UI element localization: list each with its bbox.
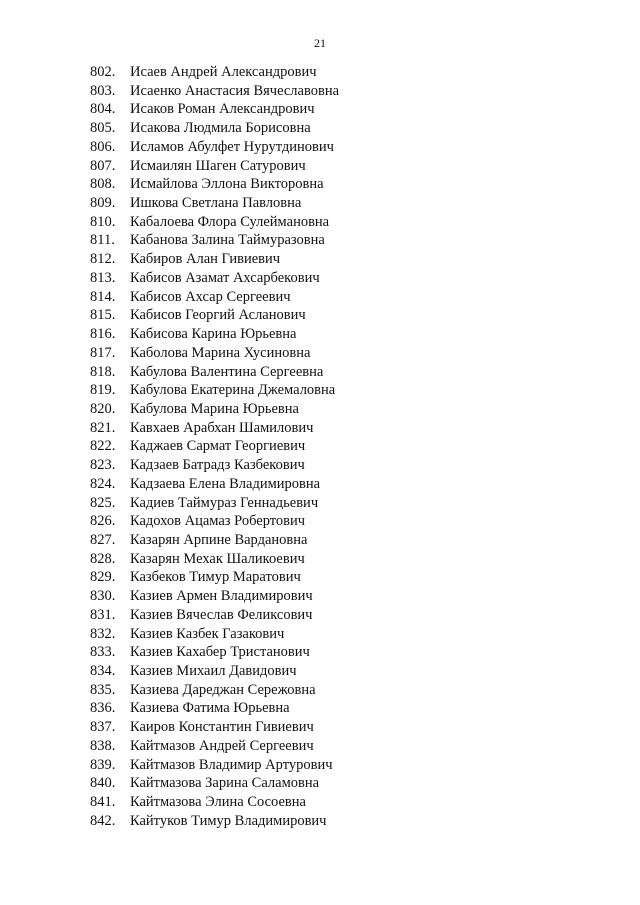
list-item <box>90 419 339 438</box>
page-number: 21 <box>314 36 326 50</box>
entry-number: 807. <box>90 157 116 174</box>
entry-number: 840. <box>90 775 116 792</box>
entry-name: Казарян Мехак Шаликоевич <box>130 550 305 567</box>
list-item <box>90 793 339 812</box>
list-item <box>90 157 339 176</box>
entry-name: Кайтуков Тимур Владимирович <box>130 812 327 829</box>
entry-number: 813. <box>90 269 116 286</box>
entry-number: 841. <box>90 794 116 811</box>
entry-name: Казиев Кахабер Тристанович <box>130 644 310 661</box>
entry-number: 822. <box>90 438 116 455</box>
entry-number: 825. <box>90 494 116 511</box>
entry-name: Казарян Арпине Вардановна <box>130 531 308 548</box>
list-item <box>90 774 339 793</box>
entry-number: 812. <box>90 251 116 268</box>
list-item <box>90 550 339 569</box>
entry-name: Кабиров Алан Гивиевич <box>130 251 281 268</box>
list-item <box>90 363 339 382</box>
entry-number: 802. <box>90 64 116 80</box>
name-list <box>90 63 339 830</box>
entry-name: Казиев Вячеслав Феликсович <box>130 606 313 623</box>
entry-number: 815. <box>90 307 116 324</box>
list-item <box>90 82 339 101</box>
list-item <box>90 662 339 681</box>
entry-name: Казиев Михаил Давидович <box>130 663 297 679</box>
list-item <box>90 231 339 250</box>
entry-name: Казиева Фатима Юрьевна <box>130 700 290 717</box>
list-item <box>90 681 339 700</box>
entry-number: 819. <box>90 382 116 399</box>
list-item <box>90 138 339 157</box>
entry-name: Кайтмазов Владимир Артурович <box>130 756 333 773</box>
entry-number: 824. <box>90 475 116 492</box>
entry-number: 835. <box>90 681 116 698</box>
list-item <box>90 475 339 494</box>
entry-number: 816. <box>90 326 116 343</box>
list-item <box>90 269 339 288</box>
list-item <box>90 250 339 269</box>
list-item <box>90 325 339 344</box>
entry-name: Исмаилян Шаген Сатурович <box>130 157 306 174</box>
entry-name: Кабисов Азамат Ахсарбекович <box>130 269 320 286</box>
entry-number: 803. <box>90 82 116 99</box>
list-item <box>90 194 339 213</box>
entry-name: Кабисов Ахсар Сергеевич <box>130 288 291 305</box>
entry-name: Исаев Андрей Александрович <box>130 64 317 80</box>
entry-name: Ишкова Светлана Павловна <box>130 195 302 212</box>
entry-number: 820. <box>90 400 116 417</box>
list-item <box>90 100 339 119</box>
entry-number: 831. <box>90 606 116 623</box>
list-item <box>90 587 339 606</box>
entry-number: 823. <box>90 457 116 474</box>
entry-name: Каболова Марина Хусиновна <box>130 344 311 361</box>
list-item <box>90 494 339 513</box>
list-item <box>90 756 339 775</box>
entry-name: Казиев Казбек Газакович <box>130 625 285 642</box>
list-item <box>90 737 339 756</box>
list-item <box>90 213 339 232</box>
list-item <box>90 456 339 475</box>
entry-name: Кадиев Таймураз Геннадьевич <box>130 494 319 511</box>
entry-name: Исаков Роман Александрович <box>130 101 315 118</box>
entry-number: 814. <box>90 288 116 305</box>
list-item <box>90 344 339 363</box>
list-item <box>90 63 339 82</box>
list-item <box>90 306 339 325</box>
list-item <box>90 625 339 644</box>
entry-name: Кабалоева Флора Сулеймановна <box>130 213 330 230</box>
list-item <box>90 400 339 419</box>
entry-name: Исламов Абулфет Нурутдинович <box>130 138 334 155</box>
entry-number: 834. <box>90 663 116 679</box>
entry-number: 818. <box>90 363 116 380</box>
entry-number: 842. <box>90 812 116 829</box>
entry-number: 837. <box>90 719 116 736</box>
entry-number: 809. <box>90 195 116 212</box>
entry-name: Кайтмазов Андрей Сергеевич <box>130 737 314 754</box>
list-item <box>90 512 339 531</box>
entry-name: Кадзаев Батрадз Казбекович <box>130 457 305 474</box>
entry-name: Кадзаева Елена Владимировна <box>130 475 321 492</box>
entry-number: 810. <box>90 213 116 230</box>
entry-name: Кайтмазова Элина Сосоевна <box>130 794 306 811</box>
entry-number: 811. <box>90 232 115 249</box>
list-item <box>90 288 339 307</box>
entry-number: 805. <box>90 120 116 137</box>
list-item <box>90 699 339 718</box>
entry-number: 838. <box>90 737 116 754</box>
entry-name: Казбеков Тимур Маратович <box>130 569 301 586</box>
entry-name: Исмайлова Эллона Викторовна <box>130 176 324 193</box>
entry-name: Кадохов Ацамаз Робертович <box>130 513 306 530</box>
entry-name: Кабулова Марина Юрьевна <box>130 400 299 417</box>
list-item <box>90 718 339 737</box>
entry-name: Каиров Константин Гивиевич <box>130 719 314 736</box>
entry-name: Казиева Дареджан Сережовна <box>130 681 316 698</box>
list-item <box>90 643 339 662</box>
entry-name: Кайтмазова Зарина Саламовна <box>130 775 320 792</box>
entry-number: 804. <box>90 101 116 118</box>
entry-number: 830. <box>90 588 116 605</box>
entry-name: Кабисова Карина Юрьевна <box>130 326 297 343</box>
list-item <box>90 568 339 587</box>
entry-number: 829. <box>90 569 116 586</box>
entry-number: 826. <box>90 513 116 530</box>
entry-name: Кабанова Залина Таймуразовна <box>130 232 325 249</box>
entry-name: Исаенко Анастасия Вячеславовна <box>130 82 340 99</box>
entry-name: Кавхаев Арабхан Шамилович <box>130 419 314 436</box>
list-item <box>90 175 339 194</box>
entry-number: 832. <box>90 625 116 642</box>
entry-number: 836. <box>90 700 116 717</box>
entry-number: 821. <box>90 419 116 436</box>
list-item <box>90 119 339 138</box>
list-item <box>90 531 339 550</box>
entry-number: 808. <box>90 176 116 193</box>
list-item <box>90 812 339 831</box>
entry-name: Исакова Людмила Борисовна <box>130 120 311 137</box>
entry-name: Кабулова Екатерина Джемаловна <box>130 382 336 399</box>
entry-name: Казиев Армен Владимирович <box>130 588 313 605</box>
entry-number: 828. <box>90 550 116 567</box>
entry-number: 817. <box>90 344 116 361</box>
entry-number: 827. <box>90 531 116 548</box>
entry-number: 806. <box>90 138 116 155</box>
list-item <box>90 381 339 400</box>
entry-name: Каджаев Сармат Георгиевич <box>130 438 306 455</box>
entry-name: Кабулова Валентина Сергеевна <box>130 363 324 380</box>
entry-number: 839. <box>90 756 116 773</box>
entry-name: Кабисов Георгий Асланович <box>130 307 306 324</box>
list-item <box>90 606 339 625</box>
entry-number: 833. <box>90 644 116 661</box>
list-item <box>90 437 339 456</box>
